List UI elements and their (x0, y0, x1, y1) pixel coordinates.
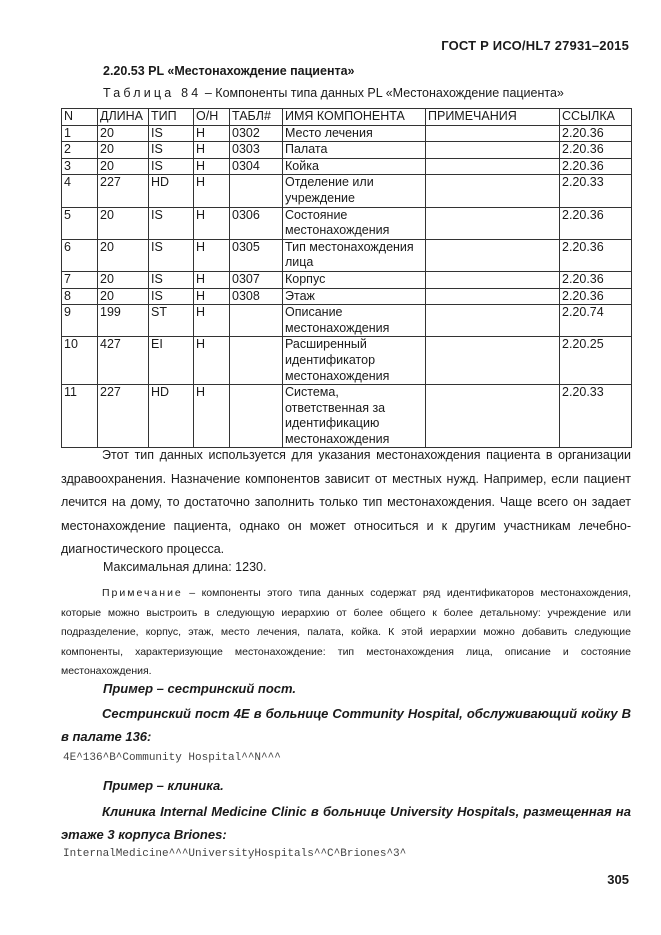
cell-n: 8 (62, 288, 98, 305)
cell-type: IS (149, 288, 194, 305)
column-header-component-name: ИМЯ КОМПОНЕНТА (283, 109, 426, 126)
max-length: Максимальная длина: 1230. (103, 560, 267, 574)
table-row (62, 337, 632, 385)
example-1-description-text: Сестринский пост 4E в больнице Community Hospital, обслуживающий койку B в палате 136: (61, 706, 631, 744)
table-row (62, 288, 632, 305)
cell-n: 10 (62, 337, 98, 385)
cell-component-name: Состояние местонахождения (283, 207, 426, 239)
cell-notes (426, 142, 560, 159)
cell-component-name: Этаж (283, 288, 426, 305)
example-1-description (61, 702, 631, 748)
cell-optionality: Н (194, 337, 230, 385)
cell-length: 20 (98, 142, 149, 159)
table-row (62, 142, 632, 159)
example-2-heading: Пример – клиника. (103, 778, 224, 793)
example-2-description-text: Клиника Internal Medicine Clinic в больнице University Hospitals, размещенная на этаже 3 корпуса Briones: (61, 804, 631, 842)
cell-length: 199 (98, 305, 149, 337)
cell-component-name: Койка (283, 158, 426, 175)
cell-component-name: Тип местонахождения лица (283, 239, 426, 271)
cell-notes (426, 125, 560, 142)
cell-notes (426, 385, 560, 448)
cell-component-name: Система, ответственная за идентификацию местонахождения (283, 385, 426, 448)
table-row (62, 305, 632, 337)
note-text: – компоненты этого типа данных содержат ряд идентификаторов местонахождения, которые можно выстроить в следующую иерархию от более общего к более детальному: учреждение или подразделение, корпус, этаж, место лечения, палата, койка. К этой иерархии можно добавить следующие компоненты, характеризующие местонахождение: тип местонахождения лица, описание и состояние местонахождения. (61, 587, 631, 677)
cell-table (230, 175, 283, 207)
cell-table (230, 305, 283, 337)
cell-type: HD (149, 385, 194, 448)
cell-type: IS (149, 142, 194, 159)
cell-n: 6 (62, 239, 98, 271)
column-header-table: ТАБЛ# (230, 109, 283, 126)
cell-type: IS (149, 271, 194, 288)
table-row (62, 175, 632, 207)
cell-type: HD (149, 175, 194, 207)
section-title: 2.20.53 PL «Местонахождение пациента» (103, 64, 355, 78)
cell-optionality: Н (194, 288, 230, 305)
cell-reference: 2.20.36 (560, 125, 632, 142)
cell-notes (426, 239, 560, 271)
cell-notes (426, 337, 560, 385)
cell-length: 20 (98, 207, 149, 239)
cell-n: 2 (62, 142, 98, 159)
column-header-type: ТИП (149, 109, 194, 126)
cell-table: 0304 (230, 158, 283, 175)
cell-reference: 2.20.36 (560, 207, 632, 239)
table-row (62, 271, 632, 288)
cell-optionality: Н (194, 239, 230, 271)
table-header-row (62, 109, 632, 126)
document-header-id: ГОСТ Р ИСО/HL7 27931–2015 (441, 38, 629, 53)
cell-table: 0303 (230, 142, 283, 159)
cell-table: 0302 (230, 125, 283, 142)
cell-optionality: Н (194, 175, 230, 207)
cell-component-name: Расширенный идентификатор местонахождения (283, 337, 426, 385)
cell-reference: 2.20.36 (560, 288, 632, 305)
cell-length: 20 (98, 239, 149, 271)
cell-type: IS (149, 158, 194, 175)
table-body (62, 125, 632, 448)
table-row (62, 207, 632, 239)
example-1-heading: Пример – сестринский пост. (103, 681, 297, 696)
cell-optionality: Н (194, 305, 230, 337)
cell-notes (426, 271, 560, 288)
cell-n: 11 (62, 385, 98, 448)
cell-reference: 2.20.36 (560, 239, 632, 271)
cell-reference: 2.20.25 (560, 337, 632, 385)
cell-n: 1 (62, 125, 98, 142)
cell-length: 427 (98, 337, 149, 385)
cell-component-name: Место лечения (283, 125, 426, 142)
cell-notes (426, 158, 560, 175)
column-header-n: N (62, 109, 98, 126)
table-row (62, 385, 632, 448)
cell-table: 0306 (230, 207, 283, 239)
cell-n: 4 (62, 175, 98, 207)
note-label: Примечание (102, 587, 183, 599)
cell-reference: 2.20.36 (560, 158, 632, 175)
example-1-code: 4E^136^B^Community Hospital^^N^^^ (63, 752, 281, 764)
cell-component-name: Отделение или учреждение (283, 175, 426, 207)
cell-optionality: Н (194, 125, 230, 142)
cell-length: 227 (98, 385, 149, 448)
cell-n: 3 (62, 158, 98, 175)
note-block (61, 584, 631, 682)
cell-optionality: Н (194, 271, 230, 288)
table-row (62, 125, 632, 142)
cell-reference: 2.20.33 (560, 175, 632, 207)
cell-notes (426, 175, 560, 207)
cell-notes (426, 305, 560, 337)
cell-type: IS (149, 207, 194, 239)
cell-table: 0305 (230, 239, 283, 271)
cell-table: 0307 (230, 271, 283, 288)
cell-notes (426, 207, 560, 239)
cell-type: EI (149, 337, 194, 385)
cell-optionality: Н (194, 385, 230, 448)
cell-length: 20 (98, 125, 149, 142)
cell-optionality: Н (194, 207, 230, 239)
components-table (61, 108, 632, 448)
cell-notes (426, 288, 560, 305)
cell-length: 20 (98, 271, 149, 288)
cell-n: 5 (62, 207, 98, 239)
cell-component-name: Описание местонахождения (283, 305, 426, 337)
cell-optionality: Н (194, 142, 230, 159)
cell-component-name: Палата (283, 142, 426, 159)
cell-table (230, 385, 283, 448)
cell-length: 20 (98, 158, 149, 175)
cell-n: 7 (62, 271, 98, 288)
cell-optionality: Н (194, 158, 230, 175)
example-2-code: InternalMedicine^^^UniversityHospitals^^C^Briones^3^ (63, 848, 407, 860)
cell-type: IS (149, 239, 194, 271)
column-header-reference: ССЫЛКА (560, 109, 632, 126)
cell-reference: 2.20.33 (560, 385, 632, 448)
cell-reference: 2.20.36 (560, 271, 632, 288)
body-paragraph-text: Этот тип данных используется для указания местонахождения пациента в организации здравоохранения. Назначение компонентов зависит от местных нужд. Например, если пациент лечится на дому, то достаточно заполнить только тип местонахождения. Чаще всего он задает местонахождение пациента, однако он может относиться и к другим участникам лечебно-диагностического процесса. (61, 448, 631, 556)
table-caption (103, 86, 564, 100)
cell-table: 0308 (230, 288, 283, 305)
table-caption-text: – Компоненты типа данных PL «Местонахождение пациента» (201, 86, 564, 100)
cell-component-name: Корпус (283, 271, 426, 288)
page-number: 305 (607, 872, 629, 887)
table-row (62, 158, 632, 175)
column-header-length: ДЛИНА (98, 109, 149, 126)
body-paragraph (61, 444, 631, 562)
cell-n: 9 (62, 305, 98, 337)
column-header-notes: ПРИМЕЧАНИЯ (426, 109, 560, 126)
cell-table (230, 337, 283, 385)
cell-reference: 2.20.36 (560, 142, 632, 159)
cell-reference: 2.20.74 (560, 305, 632, 337)
column-header-optionality: О/Н (194, 109, 230, 126)
cell-type: ST (149, 305, 194, 337)
table-row (62, 239, 632, 271)
table-caption-label: Таблица 84 (103, 86, 202, 100)
example-2-description (61, 800, 631, 846)
cell-length: 20 (98, 288, 149, 305)
cell-length: 227 (98, 175, 149, 207)
cell-type: IS (149, 125, 194, 142)
